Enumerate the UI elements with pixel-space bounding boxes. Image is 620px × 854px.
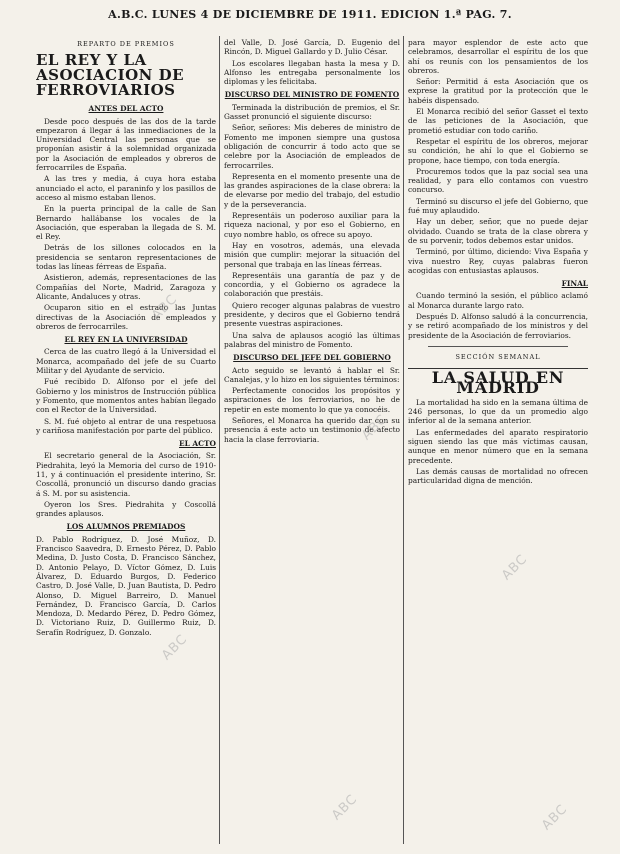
paragraph: Cuando terminó la sesión, el público aclamó al Monarca durante largo rato. <box>408 291 588 310</box>
paragraph: Oyeron los Sres. Piedrahita y Coscollá grandes aplausos. <box>36 499 216 519</box>
abc-watermark: ABC <box>499 551 531 584</box>
paragraph: para mayor esplendor de este acto que celebramos, desarrollar el espíritu de los que ahí os reunís con los pensamientos de los obreros. <box>408 38 588 75</box>
subheading: LOS ALUMNOS PREMIADOS <box>66 522 186 532</box>
paragraph: Una salva de aplausos acogió las últimas palabras del ministro de Fomento. <box>224 330 400 349</box>
paragraph: Acto seguido se levantó á hablar el Sr. Canalejas, y lo hizo en los siguientes términos: <box>224 365 400 384</box>
column-1 <box>36 38 216 639</box>
column-2 <box>224 38 400 446</box>
paragraph: El secretario general de la Asociación, Sr. Piedrahita, leyó la Memoria del curso de 1910-11, y á continuación el presidente interino, Sr. Coscollá, pronunció un discurso dando gracias á S. M. por su asistencia. <box>36 451 216 498</box>
abc-watermark: ABC <box>359 411 391 444</box>
article-headline: LA SALUD EN MADRID <box>408 368 588 392</box>
paragraph: Representáis una garantía de paz y de concordia, y el Gobierno os agradece la colaboración que prestáis. <box>224 270 400 299</box>
paragraph: Señor, señores: Mis deberes de ministro de Fomento me imponen siempre una gustosa obligación de concurrir á todo acto que se celebre por la Asociación de empleados de ferrocarriles. <box>224 123 400 170</box>
subheading: FINAL <box>561 279 588 289</box>
abc-watermark: ABC <box>149 291 181 324</box>
paragraph: Procuremos todos que la paz social sea una realidad, y para ello contamos con vuestro concurso. <box>408 166 588 195</box>
subheading: DISCURSO DEL MINISTRO DE FOMENTO <box>224 90 400 100</box>
paragraph: Hay en vosotros, además, una elevada misión que cumplir: mejorar la situación del personal que trabaja en las líneas férreas. <box>224 240 400 269</box>
paragraph: Las enfermedades del aparato respiratorio siguen siendo las que más víctimas causan, aunque en menor número que en la semana precedente. <box>408 427 588 465</box>
abc-watermark: ABC <box>539 801 571 834</box>
section-kicker: SECCIÓN SEMANAL <box>455 352 541 361</box>
paragraph: Señores, el Monarca ha querido dar con su presencia á este acto un testimonio de afecto hacia la clase ferroviaria. <box>224 415 400 444</box>
subheading: EL REY EN LA UNIVERSIDAD <box>64 335 188 345</box>
column-3 <box>408 38 588 487</box>
section-divider <box>428 346 568 347</box>
paragraph: Perfectamente conocidos los propósitos y aspiraciones de los ferroviarios, no he de repetir en este momento lo que ya conocéis. <box>224 386 400 414</box>
paragraph: Terminó, por último, diciendo: Viva España y viva nuestro Rey, cuyas palabras fueron acogidas con entusiastas aplausos. <box>408 247 588 275</box>
paragraph: Fué recibido D. Alfonso por el jefe del Gobierno y los ministros de Instrucción pública y Fomento, que momentos antes habían llegado con el Rector de la Universidad. <box>36 377 216 415</box>
subheading: ANTES DEL ACTO <box>88 104 164 114</box>
paragraph: Respetar el espíritu de los obreros, mejorar su condición, he ahí lo que el Gobierno se propone, hace tiempo, con toda energía. <box>408 136 588 165</box>
subheading: EL ACTO <box>179 439 216 449</box>
paragraph: A las tres y media, á cuya hora estaba anunciado el acto, el paraninfo y los pasillos de acceso al mismo estaban llenos. <box>36 174 216 202</box>
paragraph: Detrás de los sillones colocados en la presidencia se sentaron representaciones de todas las líneas férreas de España. <box>36 243 216 272</box>
paragraph: S. M. fué objeto al entrar de una respetuosa y cariñosa manifestación por parte del público. <box>36 416 216 435</box>
paragraph: Desde poco después de las dos de la tarde empezaron á llegar á las inmediaciones de la Universidad Central las personas que se proponían asistir á la solemnidad organizada por la Asociación de empleados y obreros de ferrocarriles de España. <box>36 116 216 173</box>
article-headline: EL REY Y LA ASOCIACION DE FERROVIARIOS <box>36 51 185 100</box>
paragraph: del Valle, D. José García, D. Eugenio del Rincón, D. Miguel Gallardo y D. Julio César. <box>224 38 400 57</box>
paragraph: Hay un deber, señor, que no puede dejar olvidado. Cuando se trata de la clase obrera y de su porvenir, todos debemos estar unidos. <box>408 217 588 245</box>
paragraph: En la puerta principal de la calle de San Bernardo hallábanse los vocales de la Asociación, que esperaban la llegada de S. M. el Rey. <box>36 204 216 242</box>
awardee-list: D. Pablo Rodríguez, D. José Muñoz, D. Francisco Saavedra, D. Ernesto Pérez, D. Pablo Medina, D. Justo Costa, D. Francisco Sánchez, D. Antonio Pelayo, D. Víctor Gómez, D. Luis Álvarez, D. Eduardo Burgos, D. Federico Castro, D. José Valle, D. Juan Bautista, D. Pedro Alonso, D. Miguel Barreiro, D. Manuel Fernández, D. Francisco García, D. Carlos Mendoza, D. Medardo Pérez, D. Pedro Gómez, D. Victoriano Ruiz, D. Guillermo Ruiz, D. Serafín Rodríguez, D. Gonzalo. <box>36 534 216 637</box>
paragraph: Terminada la distribución de premios, el Sr. Gasset pronunció el siguiente discurso: <box>224 102 400 122</box>
abc-watermark: ABC <box>159 631 191 664</box>
section-kicker: REPARTO DE PREMIOS <box>77 40 175 48</box>
paragraph: La mortalidad ha sido en la semana última de 246 personas, lo que da un promedio algo inferior al de la semana anterior. <box>408 397 588 426</box>
paragraph: Asistieron, además, representaciones de las Compañías del Norte, Madrid, Zaragoza y Alicante, Andaluces y otras. <box>36 273 216 301</box>
page-masthead: A.B.C. LUNES 4 DE DICIEMBRE DE 1911. EDICION 1.ª PAG. 7. <box>108 8 512 21</box>
subheading: DISCURSO DEL JEFE DEL GOBIERNO <box>233 353 391 363</box>
paragraph: Señor: Permitid á esta Asociación que os exprese la gratitud por la protección que le habéis dispensado. <box>408 77 588 105</box>
paragraph: Representa en el momento presente una de las grandes aspiraciones de la clase obrera: la de elevarse por medio del trabajo, del estudio y de la perseverancia. <box>224 171 400 209</box>
paragraph: Los escolares llegaban hasta la mesa y D. Alfonso les entregaba personalmente los diplomas y les felicitaba. <box>224 58 400 87</box>
paragraph: Quiero recoger algunas palabras de vuestro presidente, y deciros que el Gobierno tendrá presente vuestras aspiraciones. <box>224 300 400 329</box>
paragraph: Las demás causas de mortalidad no ofrecen particularidad digna de mención. <box>408 466 588 486</box>
paragraph: Cerca de las cuatro llegó á la Universidad el Monarca, acompañado del jefe de su Cuarto Militar y del Ayudante de servicio. <box>36 347 216 376</box>
abc-watermark: ABC <box>329 791 361 824</box>
paragraph: El Monarca recibió del señor Gasset el texto de las peticiones de la Asociación, que prometió estudiar con todo cariño. <box>408 107 588 135</box>
column-rule <box>219 36 220 844</box>
paragraph: Representáis un poderoso auxiliar para la riqueza nacional, y por eso el Gobierno, en cuyo nombre hablo, os ofrece su apoyo. <box>224 211 400 239</box>
paragraph: Terminó su discurso el jefe del Gobierno, que fué muy aplaudido. <box>408 196 588 216</box>
paragraph: Después D. Alfonso saludó á la concurrencia, y se retiró acompañado de los ministros y del presidente de la Asociación de ferroviarios. <box>408 312 588 340</box>
paragraph: Ocuparon sitio en el estrado las Juntas directivas de la Asociación de empleados y obreros de ferrocarriles. <box>36 303 216 331</box>
column-rule <box>403 36 404 844</box>
